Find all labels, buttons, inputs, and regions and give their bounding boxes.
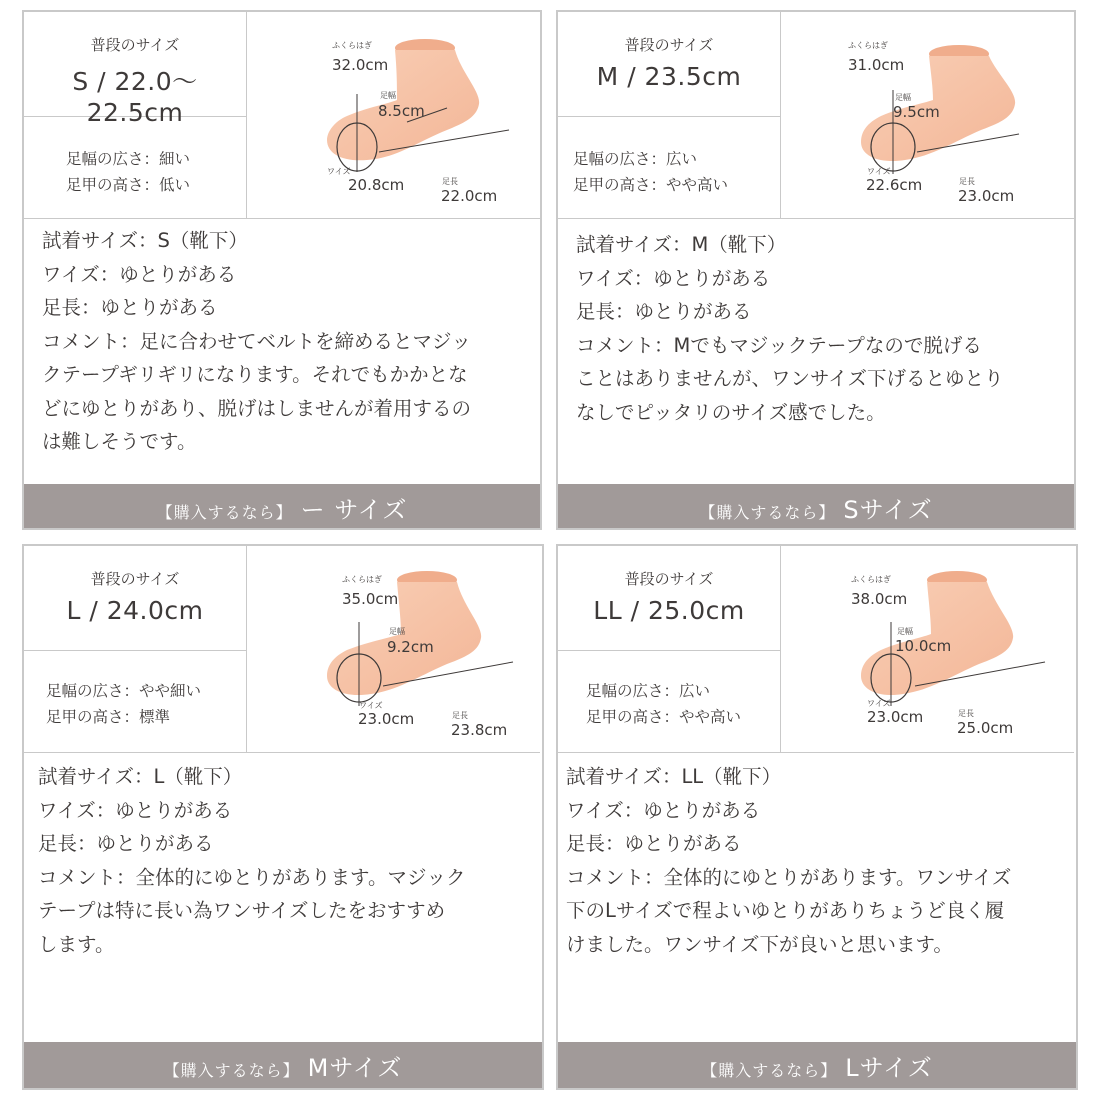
length-value: 25.0cm	[957, 719, 1014, 737]
usual-size-box	[558, 12, 781, 117]
usual-size-caption: 普段のサイズ	[624, 570, 714, 588]
recommendation-prefix: 【購入するなら】	[699, 503, 836, 522]
ashihaba-value: 8.5cm	[378, 102, 425, 120]
review-line: ワイズ：ゆとりがある	[576, 266, 771, 290]
wise-value: 22.6cm	[866, 176, 923, 194]
foot-diagram	[781, 546, 1074, 752]
review-line: どにゆとりがあり、脱げはしませんが着用するの	[42, 396, 472, 420]
foot-shape-box	[558, 651, 781, 752]
review-line: コメント：全体的にゆとりがあります。マジック	[38, 865, 466, 889]
foot-width-text: 足幅の広さ：細い	[66, 150, 191, 168]
review-line: 足長：ゆとりがある	[566, 832, 742, 855]
size-card-s	[22, 10, 542, 530]
review-line: 下のLサイズで程よいゆとりがありちょうど良く履	[566, 899, 1005, 922]
review-line: コメント：Mでもマジックテープなので脱げる	[576, 333, 982, 357]
calf-label: ふくらはぎ	[848, 41, 888, 50]
ashihaba-label: 足幅	[389, 627, 405, 636]
foot-instep-text: 足甲の高さ：低い	[66, 176, 191, 194]
length-value: 23.8cm	[451, 721, 508, 739]
recommendation-bar	[558, 1042, 1076, 1088]
foot-diagram	[247, 12, 540, 218]
review-line: ワイズ：ゆとりがある	[566, 798, 761, 822]
foot-instep-text: 足甲の高さ：やや高い	[573, 176, 729, 194]
review-line: ことはありませんが、ワンサイズ下げるとゆとり	[576, 367, 1004, 390]
recommendation-bar	[24, 484, 540, 528]
size-card-ll	[556, 544, 1078, 1090]
usual-size-caption: 普段のサイズ	[624, 36, 714, 54]
recommendation-prefix: 【購入するなら】	[701, 1061, 838, 1080]
wise-value: 23.0cm	[358, 710, 415, 728]
foot-illustration	[247, 546, 540, 752]
wise-value: 20.8cm	[348, 176, 405, 194]
wise-label: ワイズ	[867, 699, 891, 708]
foot-shape-box	[24, 117, 247, 218]
recommendation-prefix: 【購入するなら】	[156, 503, 293, 522]
foot-width-text: 足幅の広さ：広い	[586, 682, 711, 700]
review-text	[42, 224, 532, 459]
review-line: コメント：足に合わせてベルトを締めるとマジッ	[42, 329, 472, 353]
wise-label: ワイズ	[359, 701, 383, 710]
review-line: クテープギリギリになります。それでもかかとな	[42, 363, 468, 386]
length-label: 足長	[958, 709, 974, 718]
foot-shape-box	[24, 651, 247, 752]
length-value: 22.0cm	[441, 187, 498, 205]
ashihaba-label: 足幅	[380, 91, 396, 100]
usual-size-value: S / 22.0〜22.5cm	[72, 67, 198, 127]
review-line: 試着サイズ：L（靴下）	[38, 765, 243, 788]
card-header	[558, 12, 1074, 219]
recommendation-size: Mサイズ	[307, 1054, 403, 1082]
recommendation-bar	[558, 484, 1074, 528]
recommendation-bar	[24, 1042, 542, 1088]
ashihaba-label: 足幅	[897, 627, 913, 636]
calf-label: ふくらはぎ	[342, 575, 382, 584]
recommendation-size: Lサイズ	[845, 1054, 933, 1082]
calf-value: 31.0cm	[848, 56, 905, 74]
recommendation-size: Sサイズ	[843, 496, 933, 524]
foot-width-text: 足幅の広さ：やや細い	[46, 682, 202, 700]
review-line: 試着サイズ：M（靴下）	[576, 233, 787, 256]
review-line: 足長：ゆとりがある	[38, 832, 214, 855]
wise-value: 23.0cm	[867, 708, 924, 726]
review-text	[576, 228, 1066, 429]
wise-label: ワイズ	[327, 167, 351, 176]
foot-illustration	[247, 12, 540, 218]
recommendation-prefix: 【購入するなら】	[163, 1061, 300, 1080]
usual-size-value: LL / 25.0cm	[593, 596, 745, 625]
foot-illustration	[781, 546, 1074, 752]
review-line: ワイズ：ゆとりがある	[42, 262, 237, 286]
usual-size-box	[558, 546, 781, 651]
review-line: コメント：全体的にゆとりがあります。ワンサイズ	[566, 865, 1012, 889]
card-header	[558, 546, 1074, 753]
size-card-m	[556, 10, 1076, 530]
review-line: 足長：ゆとりがある	[576, 300, 752, 323]
foot-instep-text: 足甲の高さ：標準	[46, 708, 171, 726]
length-label: 足長	[442, 177, 458, 186]
review-line: 足長：ゆとりがある	[42, 296, 218, 319]
calf-value: 32.0cm	[332, 56, 389, 74]
size-card-l	[22, 544, 544, 1090]
review-line: 試着サイズ：S（靴下）	[42, 229, 248, 252]
length-label: 足長	[959, 177, 975, 186]
foot-diagram	[781, 12, 1074, 218]
card-header	[24, 12, 540, 219]
review-text	[566, 760, 1056, 961]
foot-width-text: 足幅の広さ：広い	[573, 150, 698, 168]
review-line: 試着サイズ：LL（靴下）	[566, 765, 782, 788]
calf-label: ふくらはぎ	[851, 575, 891, 584]
review-line: テープは特に長い為ワンサイズしたをおすすめ	[38, 899, 446, 922]
recommendation-size: ー サイズ	[300, 496, 408, 524]
usual-size-caption: 普段のサイズ	[90, 570, 180, 588]
review-line: します。	[38, 932, 115, 956]
review-line: なしでピッタリのサイズ感でした。	[576, 400, 886, 424]
foot-illustration	[781, 12, 1074, 218]
length-value: 23.0cm	[958, 187, 1015, 205]
calf-value: 35.0cm	[342, 590, 399, 608]
review-line: ワイズ：ゆとりがある	[38, 798, 233, 822]
ashihaba-value: 9.5cm	[893, 103, 940, 121]
usual-size-box	[24, 546, 247, 651]
usual-size-box	[24, 12, 247, 127]
usual-size-value: L / 24.0cm	[66, 596, 204, 625]
usual-size-value: M / 23.5cm	[596, 62, 742, 91]
calf-label: ふくらはぎ	[332, 41, 372, 50]
foot-instep-text: 足甲の高さ：やや高い	[586, 708, 742, 726]
wise-label: ワイズ	[867, 167, 891, 176]
foot-diagram	[247, 546, 540, 752]
card-header	[24, 546, 540, 753]
ashihaba-value: 9.2cm	[387, 638, 434, 656]
length-label: 足長	[452, 711, 468, 720]
usual-size-caption: 普段のサイズ	[90, 36, 180, 54]
ashihaba-label: 足幅	[895, 93, 911, 102]
review-line: は難しそうです。	[42, 430, 197, 453]
review-text	[38, 760, 528, 961]
review-line: けました。ワンサイズ下が良いと思います。	[566, 932, 953, 956]
ashihaba-value: 10.0cm	[895, 637, 952, 655]
foot-shape-box	[558, 117, 781, 218]
calf-value: 38.0cm	[851, 590, 908, 608]
